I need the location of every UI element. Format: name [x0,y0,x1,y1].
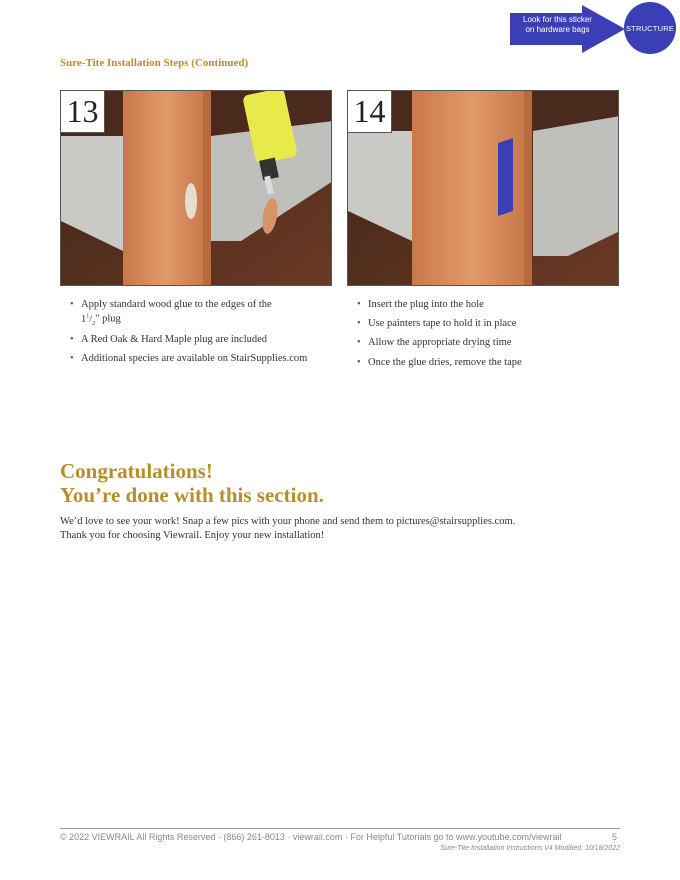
bullet-text-end: " plug [95,313,121,325]
frac-whole: 1 [81,313,87,325]
structure-sticker [624,2,676,54]
frac-numerator: 1 [86,313,90,320]
footer-doc-info: Sure-Tite Installation Instructions V4 Modified: 10/18/2022 [440,845,620,852]
section-heading: Sure-Tite Installation Steps (Continued) [60,57,249,69]
list-item: • Additional species are available on StairSupplies.com [70,352,330,366]
painters-tape-icon [498,138,513,216]
step-13-illustration [60,90,332,286]
step-number: 14 [348,91,392,133]
list-item: • Allow the appropriate drying time [357,336,617,350]
sticker-caption-line2: on hardware bags [525,24,590,34]
step-14-instructions [357,298,617,375]
step-number: 13 [61,91,105,133]
footer-divider [60,828,620,829]
step-14-illustration [347,90,619,286]
frac-denominator: 2 [92,320,96,327]
closing-line2: Thank you for choosing Viewrail. Enjoy your new installation! [60,530,325,541]
structure-sticker-label: STRUCTURE [625,23,675,33]
congrats-line1: Congratulations! [60,459,213,483]
page-number: 5 [612,832,618,842]
footer-copyright: © 2022 VIEWRAIL All Rights Reserved · (866) 261-8013 · viewrail.com · For Helpful Tutorials go to www.youtube.com/viewrail [60,832,562,842]
closing-message [60,515,620,543]
congrats-line2: You’re done with this section. [60,483,324,507]
list-item: • Use painters tape to hold it in place [357,317,617,331]
closing-line1: We’d love to see your work! Snap a few pics with your phone and send them to pictures@stairsupplies.com. [60,516,516,527]
sticker-caption [510,15,605,34]
list-item: • A Red Oak & Hard Maple plug are included [70,333,330,347]
list-item [70,298,330,328]
sticker-caption-line1: Look for this sticker [523,15,592,24]
congrats-heading [60,459,324,507]
list-item: • Insert the plug into the hole [357,298,617,312]
bullet-text: Apply standard wood glue to the edges of the [81,299,272,310]
list-item: • Once the glue dries, remove the tape [357,356,617,370]
step-13-instructions [70,298,330,371]
plug-size: $1^1/_2$ [81,313,96,327]
